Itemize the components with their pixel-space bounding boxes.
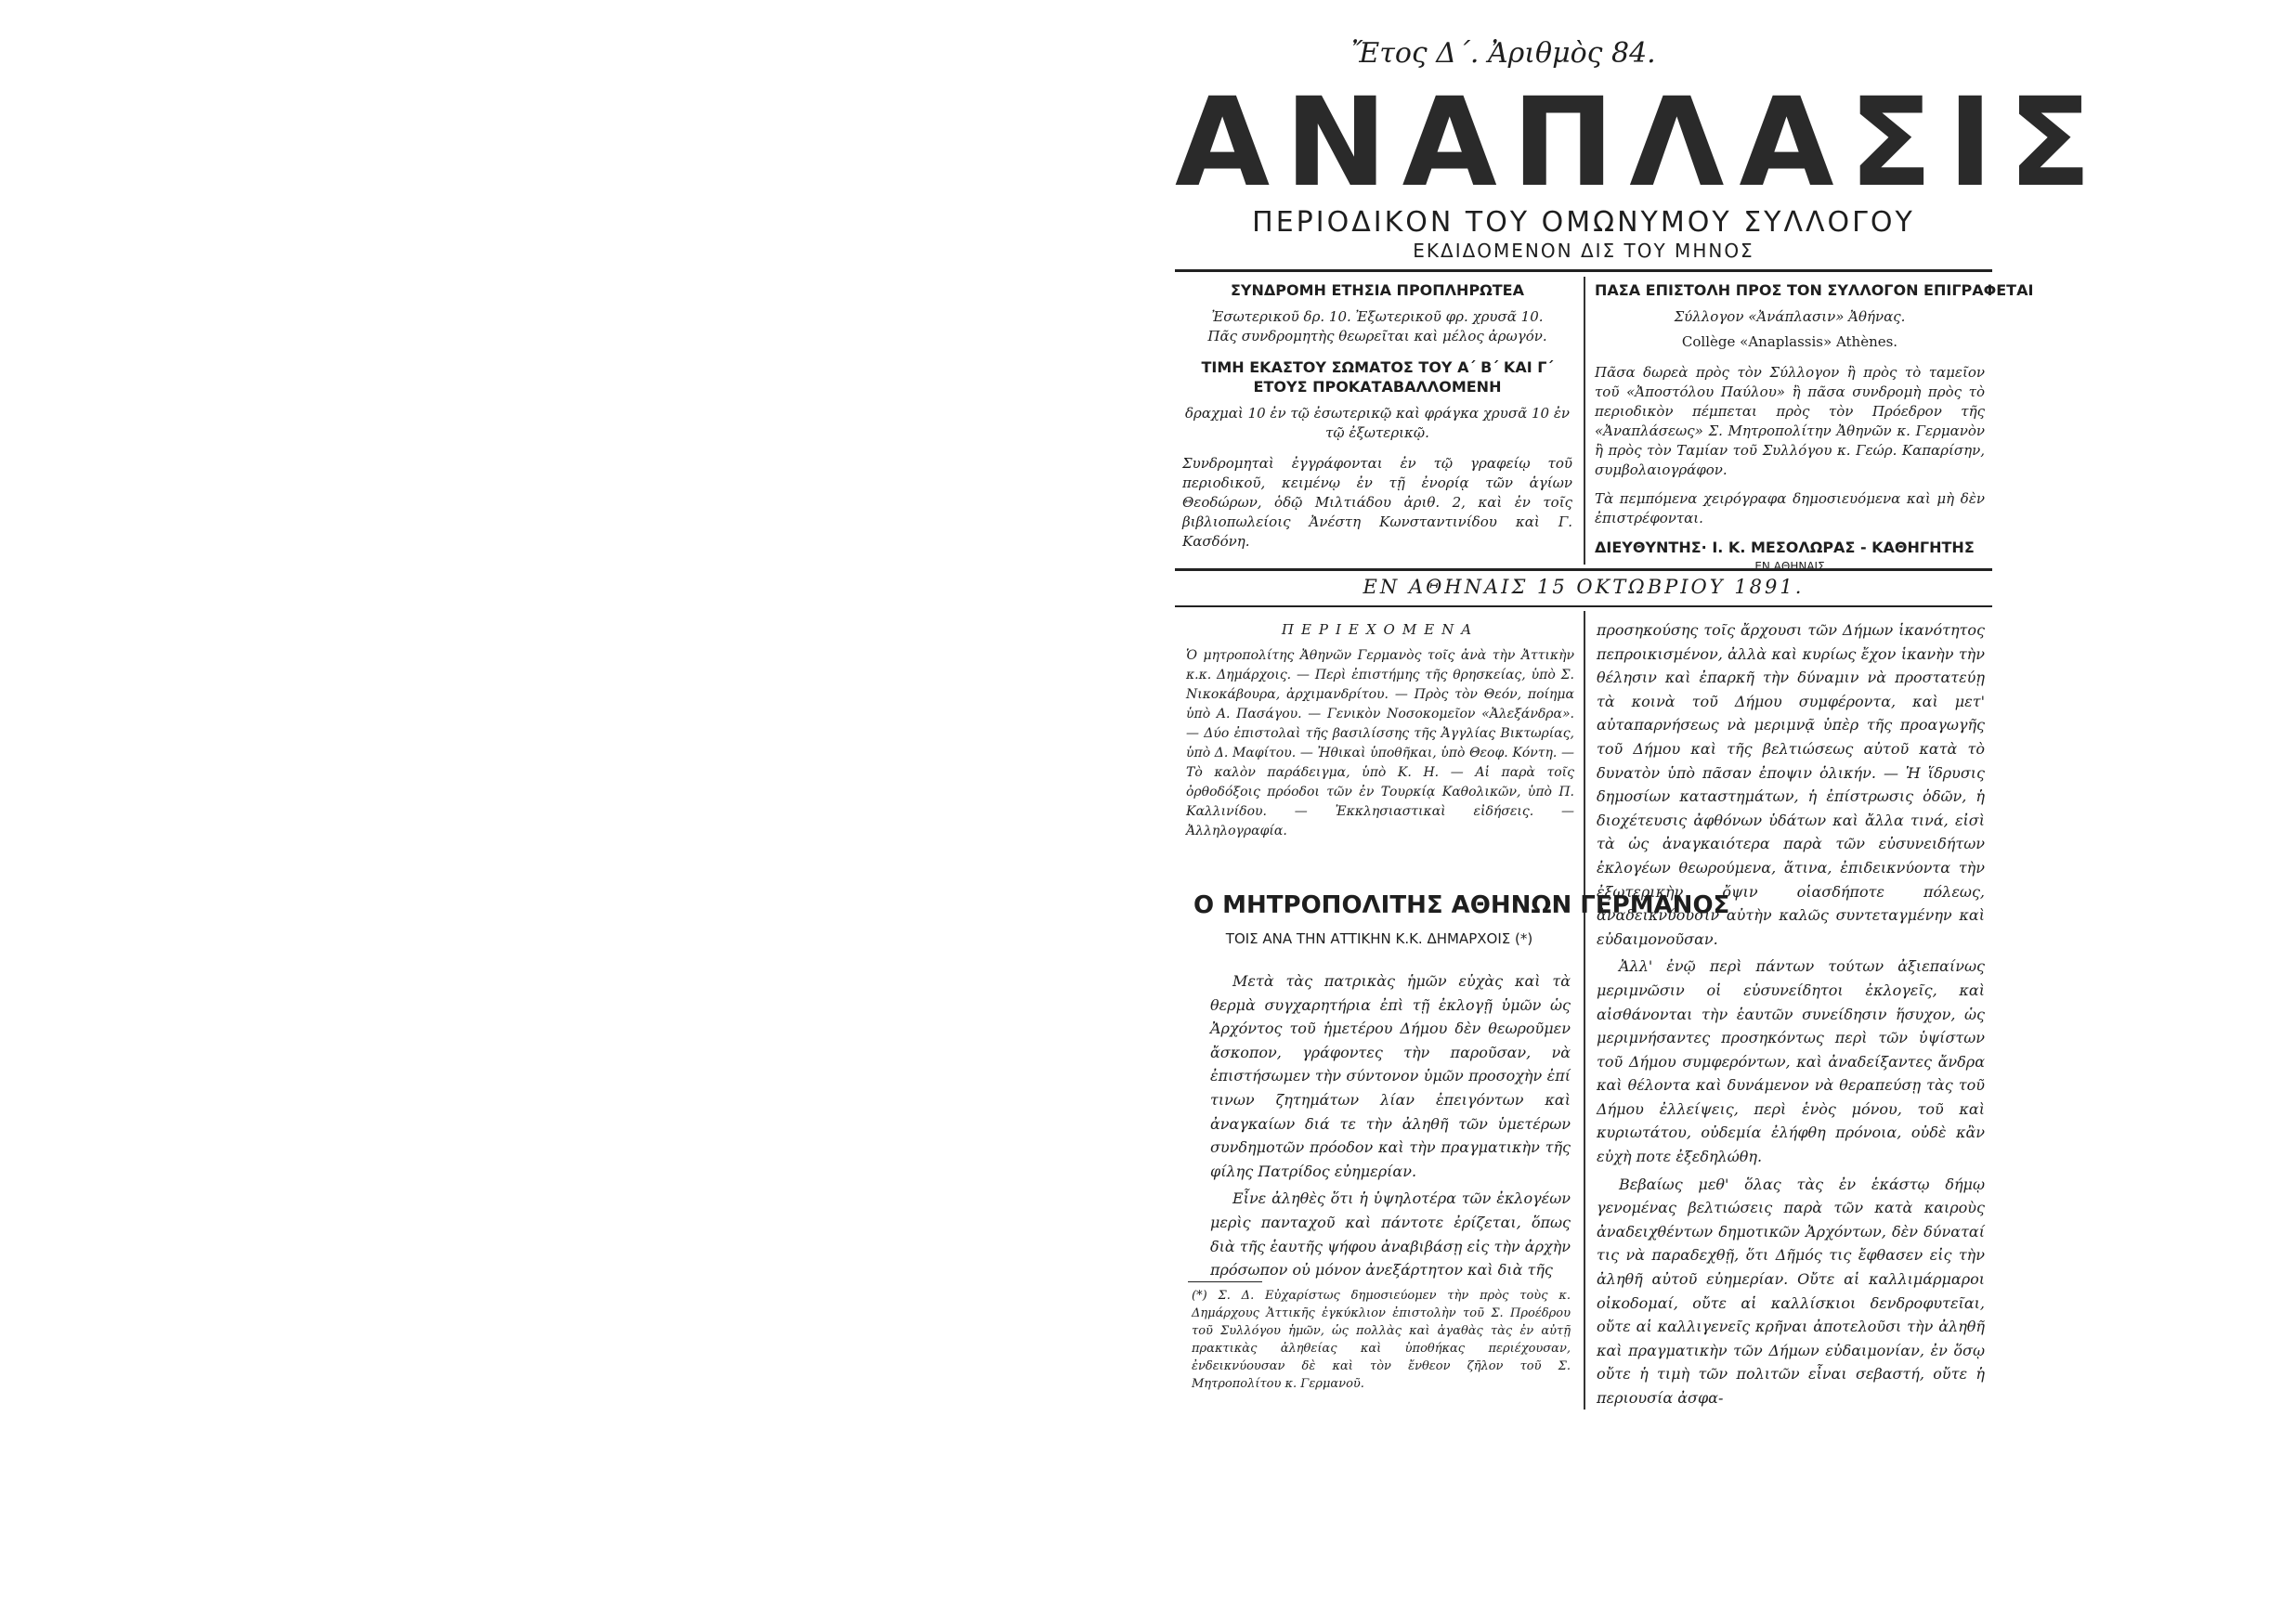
donation-info: Πᾶσα δωρεὰ πρὸς τὸν Σύλλογον ἢ πρὸς τὸ ταμεῖον τοῦ «Ἀποστόλου Παύλου» ἢ πᾶσα συνδρομὴ πρὸς τὸ περιοδικὸν πέμπεται πρὸς τὸν Πρόεδρον τῆς «Ἀναπλάσεως» Σ. Μητροπολίτην Ἀθηνῶν κ. Γερμανὸν ἢ πρὸς τὸν Ταμίαν τοῦ Συλλόγου κ. Γεώρ. Καπαρίσην, συμβολαιογράφον. xyxy=(1595,364,1985,478)
dateline: ΕΝ ΑΘΗΝΑΙΣ 15 ΟΚΤΩΒΡΙΟΥ 1891. xyxy=(1363,576,1805,598)
contents-title: ΠΕΡΙΕΧΟΜΕΝΑ xyxy=(1281,621,1480,638)
column-divider xyxy=(1584,611,1585,1410)
article-paragraph: Βεβαίως μεθ' ὅλας τὰς ἐν ἑκάστῳ δήμῳ γενομένας βελτιώσεις παρὰ τῶν κατὰ καιροὺς ἀναδειχθέντων δημοτικῶν Ἀρχόντων, δὲν δύναταί τις νὰ παραδεχθῇ, ὅτι Δῆμός τις ἔφθασεν εἰς τὴν ἀληθῆ αὐτοῦ εὐημερίαν. Οὔτε αἱ καλλιμάρμαροι οἰκοδομαί, οὔτε αἱ καλλίσκιοι δενδροφυτεῖαι, οὔτε αἱ καλλιγενεῖς κρῆναι ἀποτελοῦσι τὴν ἀληθῆ καὶ πραγματικὴν τῶν Δήμων εὐδαιμονίαν, ἐν ὅσῳ οὔτε ἡ τιμὴ τῶν πολιτῶν εἶναι σεβαστή, οὔτε ἡ περιουσία ἀσφα- xyxy=(1597,1175,1985,1407)
top-rule xyxy=(1175,269,1992,272)
newspaper-page xyxy=(1175,37,2107,1411)
article-subtitle: ΤΟΙΣ ΑΝΑ ΤΗΝ ΑΤΤΙΚΗΝ Κ.Κ. ΔΗΜΑΡΧΟΙΣ (*) xyxy=(1225,930,1533,947)
year-issue: Ἔτος Δ΄. Ἀριθμὸς 84. xyxy=(1351,37,1656,70)
subscription-box xyxy=(1182,280,1572,561)
article-left-column xyxy=(1210,969,1571,1286)
subscription-info: Συνδρομηταὶ ἐγγράφονται ἐν τῷ γραφείῳ τοῦ περιοδικοῦ, κειμένῳ ἐν τῇ ἐνορίᾳ τῶν ἁγίων Θεοδώρων, ὁδῷ Μιλτιάδου ἀριθ. 2, καὶ ἐν τοῖς βιβλιοπωλείοις Ἀνέστη Κωνσταντινίδου καὶ Γ. Κασδόνη. xyxy=(1182,455,1572,550)
director-place: ΕΝ ΑΘΗΝΑΙΣ xyxy=(1754,560,1825,573)
volume-price-heading: ΤΙΜΗ ΕΚΑΣΤΟΥ ΣΩΜΑΤΟΣ ΤΟΥ Α΄ Β΄ ΚΑΙ Γ΄ xyxy=(1201,358,1554,376)
dateline-rule xyxy=(1175,605,1992,607)
volume-price: δραχμαὶ 10 ἐν τῷ ἐσωτερικῷ καὶ φράγκα χρυσᾶ 10 ἐν τῷ ἐξωτερικῷ. xyxy=(1184,405,1571,441)
contents-block xyxy=(1186,618,1574,841)
contents-text: Ὁ μητροπολίτης Ἀθηνῶν Γερμανὸς τοῖς ἀνὰ τὴν Ἀττικὴν κ.κ. Δημάρχοις. — Περὶ ἐπιστήμης τῆς θρησκείας, ὑπὸ Σ. Νικοκάβουρα, ἀρχιμανδρίτου. — Πρὸς τὸν Θεόν, ποίημα ὑπὸ Α. Πασάγου. — Γενικὸν Νοσοκομεῖον «Ἀλεξάνδρα». — Δύο ἐπιστολαὶ τῆς βασιλίσσης τῆς Ἀγγλίας Βικτωρίας, ὑπὸ Δ. Μαφίτου. — Ἠθικαὶ ὑποθῆκαι, ὑπὸ Θεοφ. Κόντη. — Τὸ καλὸν παράδειγμα, ὑπὸ Κ. Η. — Αἱ παρὰ τοῖς ὀρθοδόξοις πρόοδοι τῶν ἐν Τουρκίᾳ Καθολικῶν, ὑπὸ Π. Καλλινίδου. — Ἐκκλησιαστικαὶ εἰδήσεις. — Ἀλληλογραφία. xyxy=(1186,647,1574,838)
volume-price-heading-2: ΕΤΟΥΣ ΠΡΟΚΑΤΑΒΑΛΛΟΜΕΝΗ xyxy=(1253,378,1502,396)
subscription-member-line: Πᾶς συνδρομητὴς θεωρεῖται καὶ μέλος ἀρωγόν. xyxy=(1207,328,1547,344)
article-paragraph: Ἀλλ' ἐνῷ περὶ πάντων τούτων ἀξιεπαίνως μεριμνῶσιν οἱ εὐσυνείδητοι ἐκλογεῖς, καὶ αἰσθάνονται τὴν ἑαυτῶν συνείδησιν ἥσυχον, ὡς μεριμνήσαντες προσηκόντως περὶ τῶν ὑψίστων τοῦ Δήμου συμφερόντων, καὶ ἀναδείξαντες ἄνδρα καὶ θέλοντα καὶ δυνάμενον νὰ θεραπεύσῃ τὰς τοῦ Δήμου ἐλλείψεις, περὶ ἑνὸς μόνου, τοῦ καὶ κυριωτάτου, οὐδεμία ἐλήφθη πρόνοια, οὐδὲ κἂν εὐχὴ ποτε ἐξεδηλώθη. xyxy=(1597,957,1985,1166)
correspondence-heading: ΠΑΣΑ ΕΠΙΣΤΟΛΗ ΠΡΟΣ ΤΟΝ ΣΥΛΛΟΓΟΝ ΕΠΙΓΡΑΦΕΤΑΙ xyxy=(1595,281,2034,299)
manuscripts-note: Τὰ πεμπόμενα χειρόγραφα δημοσιευόμενα καὶ μὴ δὲν ἐπιστρέφονται. xyxy=(1595,490,1985,526)
subscription-price-line: Ἐσωτερικοῦ δρ. 10. Ἐξωτερικοῦ φρ. χρυσᾶ 10. xyxy=(1211,308,1544,325)
subscription-heading: ΣΥΝΔΡΟΜΗ ΕΤΗΣΙΑ ΠΡΟΠΛΗΡΩΤΕΑ xyxy=(1230,281,1524,299)
subscription-prices xyxy=(1182,307,1572,346)
masthead-subtitle: ΠΕΡΙΟΔΙΚΟΝ ΤΟΥ ΟΜΩΝΥΜΟΥ ΣΥΛΛΟΓΟΥ xyxy=(1252,206,1915,239)
article-right-column xyxy=(1597,618,1985,1414)
footnote: (*) Σ. Δ. Εὐχαρίστως δημοσιεύομεν τὴν πρὸς τοὺς κ. Δημάρχους Ἀττικῆς ἐγκύκλιον ἐπιστολὴν τοῦ Σ. Προέδρου τοῦ Συλλόγου ἡμῶν, ὡς πολλὰς καὶ ἀγαθὰς τὰς ἐν αὐτῇ πρακτικὰς ἀληθείας καὶ ὑποθήκας περιέχουσαν, ἐνδεικνύουσαν δὲ καὶ τὸν ἔνθεον ζῆλον τοῦ Σ. Μητροπολίτου κ. Γερμανοῦ. xyxy=(1192,1289,1571,1391)
article-paragraph: Μετὰ τὰς πατρικὰς ἡμῶν εὐχὰς καὶ τὰ θερμὰ συγχαρητήρια ἐπὶ τῇ ἐκλογῇ ὑμῶν ὡς Ἀρχόντος τοῦ ἡμετέρου Δήμου δὲν θεωροῦμεν ἄσκοπον, γράφοντες τὴν παροῦσαν, νὰ ἐπιστήσωμεν τὴν σύντονον ὑμῶν προσοχὴν ἐπί τινων ζητημάτων λίαν ἐπειγόντων καὶ ἀναγκαίων διά τε τὴν ἀληθῆ τῶν ὑμετέρων συνδημοτῶν πρόοδον καὶ τὴν πραγματικὴν τῆς φίλης Πατρίδος εὐημερίαν. xyxy=(1210,972,1571,1180)
footnote-rule xyxy=(1188,1281,1262,1282)
correspondence-box xyxy=(1595,280,2034,577)
address-greek: Σύλλογον «Ἀνάπλασιν» Ἀθήνας. xyxy=(1674,308,1906,325)
article-paragraph: Εἶνε ἀληθὲς ὅτι ἡ ὑψηλοτέρα τῶν ἐκλογέων μερὶς πανταχοῦ καὶ πάντοτε ἐρίζεται, ὅπως διὰ τῆς ἑαυτῆς ψήφου ἀναβιβάσῃ εἰς τὴν ἀρχὴν πρόσωπον οὐ μόνον ἀνεξάρτητον καὶ διὰ τῆς xyxy=(1210,1189,1571,1280)
masthead-title: ΑΝΑΠΛΑΣΙΣ xyxy=(1175,71,2107,214)
mid-rule xyxy=(1175,568,1992,571)
director-line: ΔΙΕΥΘΥΝΤΗΣ· Ι. Κ. ΜΕΣΟΛΩΡΑΣ - ΚΑΘΗΓΗΤΗΣ xyxy=(1595,539,1975,556)
address-french: Collège «Anaplassis» Athènes. xyxy=(1681,333,1898,350)
article-paragraph: προσηκούσης τοῖς ἄρχουσι τῶν Δήμων ἱκανότητος πεπροικισμένον, ἀλλὰ καὶ κυρίως ἔχον ἱκανὴν τὴν θέλησιν καὶ ἐπαρκῆ τὴν δύναμιν νὰ προστατεύῃ τὰ κοινὰ τοῦ Δήμου συμφέροντα, καὶ μετ' αὐταπαρνήσεως νὰ μεριμνᾷ ὑπὲρ τῆς προαγωγῆς τοῦ Δήμου καὶ τῆς βελτιώσεως αὐτοῦ κατὰ τὸ δυνατὸν ὑπὸ πᾶσαν ἐποψιν ὁλικήν. — Ἡ ἵδρυσις δημοσίων καταστημάτων, ἡ ἐπίστρωσις ὁδῶν, ἡ διοχέτευσις ἀφθόνων ὑδάτων καὶ ἄλλα τινά, εἰσὶ τὰ ὡς ἀναγκαιότερα παρὰ τῶν εὐσυνειδήτων ἐκλογέων θεωρούμενα, ἅτινα, ἐπιδεικνύοντα τὴν ἐξωτερικὴν ὄψιν οἱασδήποτε πόλεως, ἀναδεικνύουσιν αὐτὴν καλῶς συντεταγμένην καὶ εὐδαιμονοῦσαν. xyxy=(1597,621,1985,948)
masthead-subtitle-2: ΕΚΔΙΔΟΜΕΝΟΝ ΔΙΣ ΤΟΥ ΜΗΝΟΣ xyxy=(1413,240,1754,262)
header-divider xyxy=(1584,277,1585,565)
article-title: Ο ΜΗΤΡΟΠΟΛΙΤΗΣ ΑΘΗΝΩΝ ΓΕΡΜΑΝΟΣ xyxy=(1193,891,1730,919)
